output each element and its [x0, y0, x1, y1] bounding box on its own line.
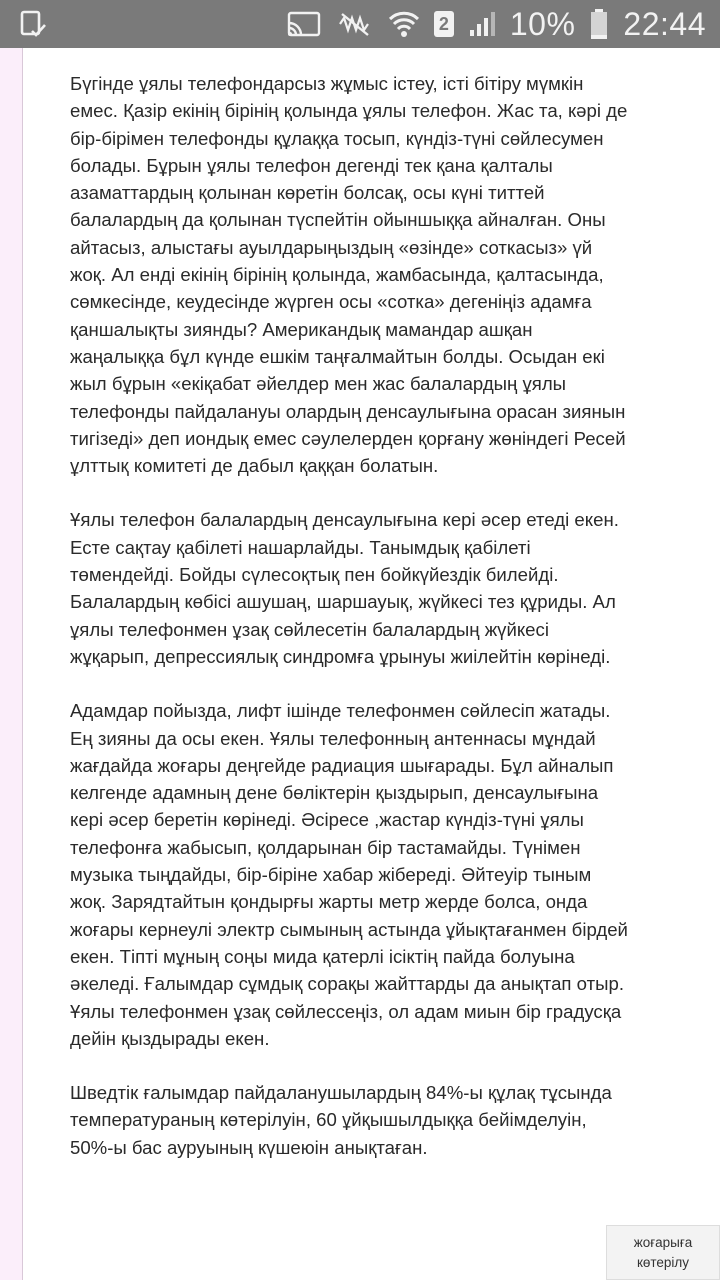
battery-icon — [589, 8, 609, 40]
wifi-icon — [388, 9, 420, 39]
signal-icon — [468, 10, 496, 38]
scroll-to-top-button[interactable] — [606, 1225, 720, 1280]
article-paragraph: Ұялы телефон балалардың денсаулығына кері әсер етеді екен. Есте сақтау қабілеті нашарлайды. Танымдық қабілеті төмендейді. Бойды сүлесоқтық пен бойкүйездік билейді. Балалардың көбісі ашушаң, шаршауық, жүйкесі тез құриды. Ал ұялы телефонмен ұзақ сөйлесетін балалардың жүйкесі жұқарып, депрессиялық синдромға ұрынуы жиілейтін көрінеді. — [70, 509, 619, 667]
side-panel-edge — [0, 48, 23, 1280]
mute-icon — [336, 9, 374, 39]
article-paragraph: Шведтік ғалымдар пайдаланушылардың 84%-ы құлақ тұсында температураның көтерілуін, 60 ұйқышылдыққа бейімделуін, 50%-ы бас ауруының күшеюін анықтаған. — [70, 1082, 612, 1158]
status-bar — [0, 0, 720, 48]
sim-2-icon: 2 — [434, 11, 454, 37]
clock: 22:44 — [623, 5, 706, 42]
article-paragraph: Бүгінде ұялы телефондарсыз жұмыс істеу, істі бітіру мүмкін емес. Қазір екінің бірінің қолында ұялы телефон. Жас та, кәрі де бір-бірімен телефонды құлаққа тосып, күндіз-түні сөйлесумен болады. Бұрын ұялы телефон дегенді тек қана қалталы азаматтардың қолынан көретін болсақ, осы күні титтей балалардың да қолынан түспейтін ойыншыққа айналған. Оны айтасыз, алыстағы ауылдарыңыздың «өзінде» соткасыз» үй жоқ. Ал енді екінің бірінің қолында, жамбасында, қалтасында, сөмкесінде, кеудесінде жүрген осы «сотка» дегеніңіз адамға қаншалықты зиянды? Американдық мамандар ашқан жаңалыққа бұл күнде ешкім таңғалмайтын болды. Осыдан екі жыл бұрын «екіқабат әйелдер мен жас балалардың ұялы телефонды пайдалануы олардың денсаулығына орасан зиянын тигізеді» деп иондық емес сәулелерден қорғану жөніндегі Ресей ұлттық комитеті де дабыл қаққан болатын. — [70, 73, 628, 477]
battery-percent: 10% — [509, 5, 576, 42]
article-paragraph: Адамдар пойызда, лифт ішінде телефонмен сөйлесіп жатады. Ең зияны да осы екен. Ұялы телефонның антеннасы мұндай жағдайда жоғары деңгейде радиация шығарады. Бұл айналып келгенде адамның дене бөліктерін қыздырып, денсаулығына кері әсер беретін көрінеді. Әсіресе ,жастар күндіз-түні ұялы телефонға жабысып, қолдарынан бір тастамайды. Түнімен музыка тыңдайды, бір-біріне хабар жібереді. Әйтеуір тыным жоқ. Зарядтайтын қондырғы жарты метр жерде болса, онда жоғары кернеулі электр сымының астында ұйықтағанмен бірдей екен. Тіпті мұның соңы мида қатерлі ісіктің пайда болуына әкеледі. Ғалымдар сұмдық сорақы жайттарды да анықтап отыр. Ұялы телефонмен ұзақ сөйлессеңіз, ол адам миын бір градусқа дейін қыздырады екен. — [70, 700, 628, 1049]
article-body — [70, 70, 630, 1188]
notification-icon — [18, 9, 48, 39]
scroll-to-top-label: жоғарыға көтерілу — [633, 1234, 693, 1270]
cast-icon — [286, 9, 322, 39]
